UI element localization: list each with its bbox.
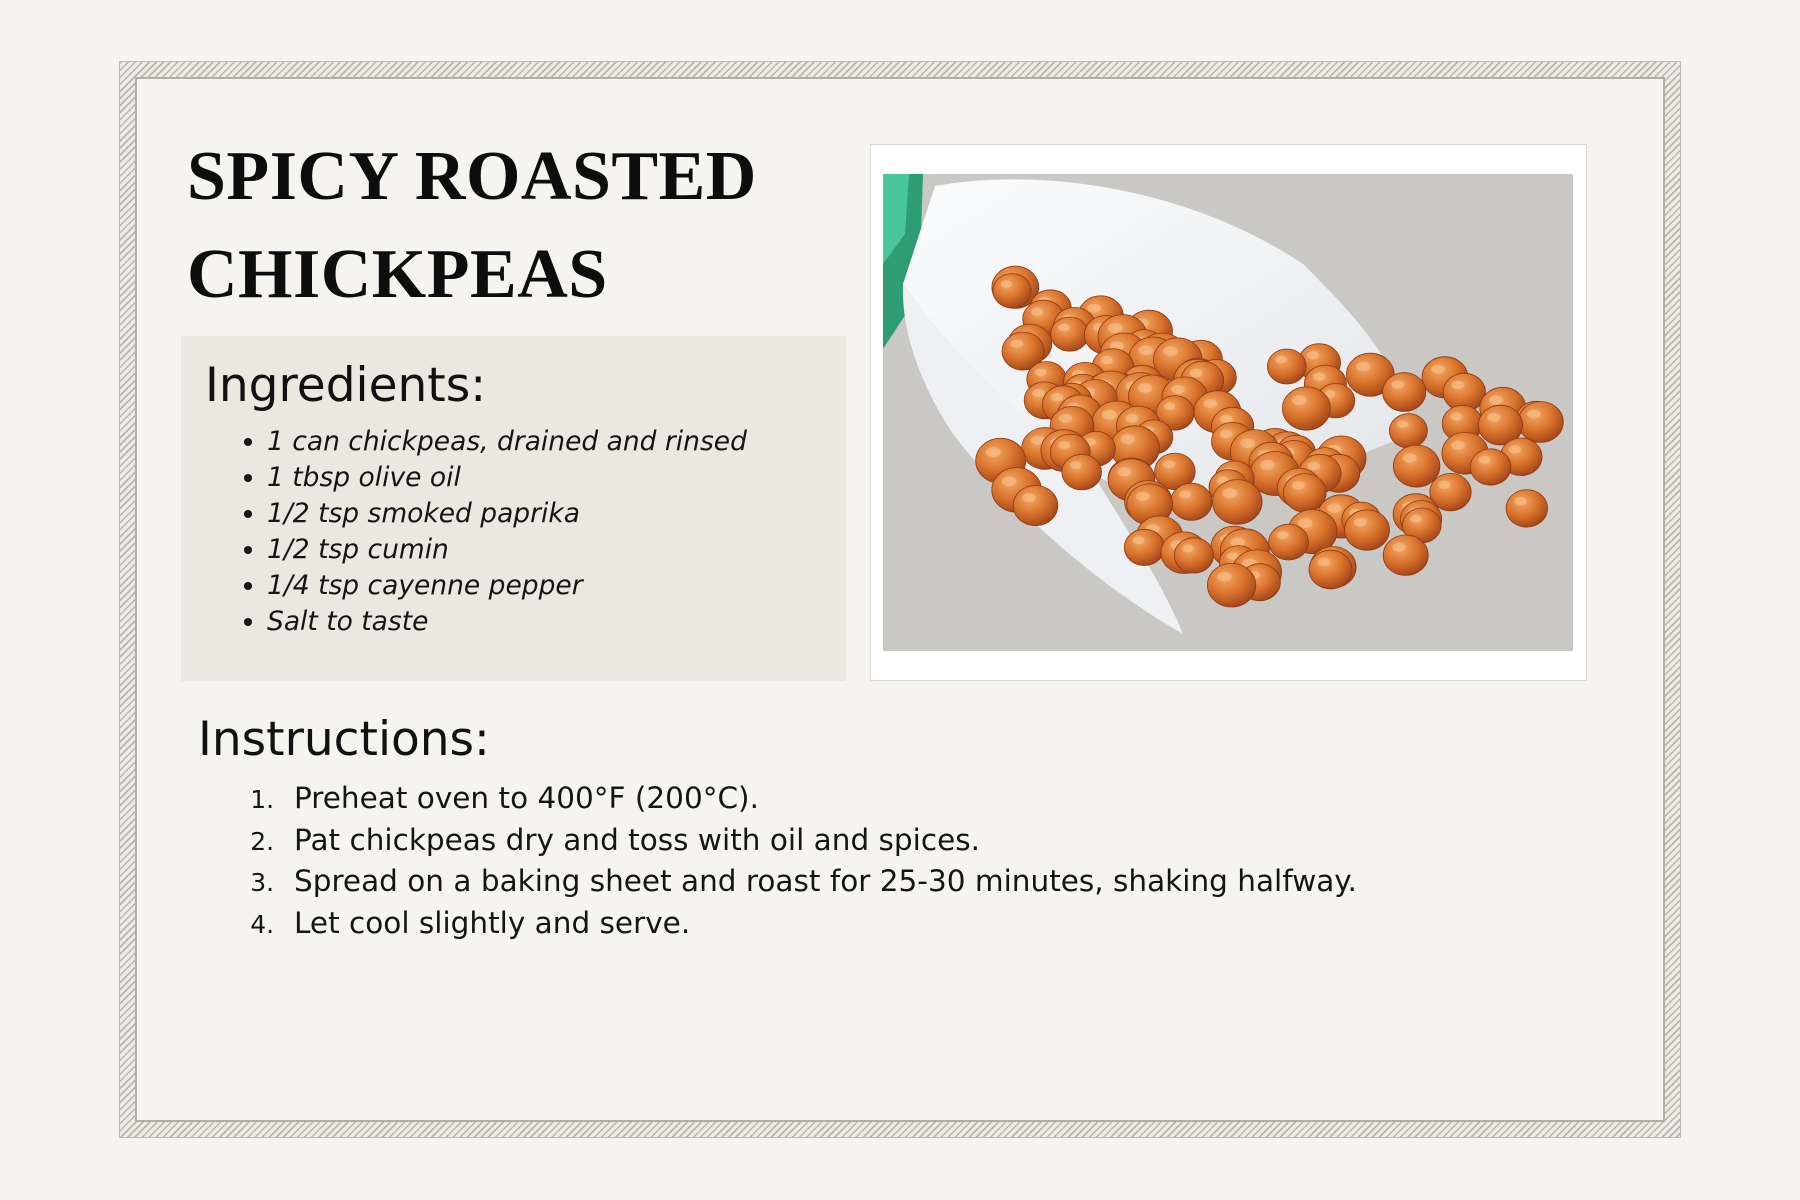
chickpea-highlight [1222, 488, 1237, 498]
chickpea-highlight [986, 447, 1001, 457]
chickpea-highlight [1392, 543, 1405, 552]
chickpea-highlight [1313, 373, 1326, 381]
chickpea-highlight [1179, 491, 1191, 499]
chickpea-highlight [1478, 456, 1490, 464]
chickpea-highlight [1438, 481, 1450, 489]
chickpea-highlight [1059, 414, 1072, 423]
chickpea-highlight [1203, 399, 1217, 408]
chickpea-highlight [1489, 395, 1503, 404]
chickpea-highlight [1102, 410, 1117, 420]
chickpea [1267, 349, 1306, 384]
chickpea-highlight [1217, 572, 1232, 582]
chickpea [1207, 563, 1255, 607]
chickpea-highlight [1138, 383, 1152, 392]
ingredients-heading: Ingredients: [205, 358, 487, 413]
chickpea-highlight [1354, 518, 1367, 527]
chickpea-highlight [1118, 467, 1132, 476]
chickpea [1506, 490, 1548, 527]
chickpea-highlight [1058, 441, 1070, 449]
ingredient-item: • 1/4 tsp cayenne pepper [267, 568, 747, 604]
ingredient-item: • 1/2 tsp smoked paprika [267, 496, 747, 532]
chickpea-highlight [1220, 430, 1233, 438]
photo-illustration [883, 174, 1573, 651]
chickpea-highlight [1298, 518, 1313, 528]
chickpea-highlight [1292, 481, 1305, 490]
ingredient-item: • 1 tbsp olive oil [267, 460, 747, 496]
chickpea [1282, 387, 1330, 430]
chickpea-highlight [1431, 365, 1445, 374]
ingredient-item: • Salt to taste [267, 604, 747, 640]
chickpea-highlight [1182, 545, 1194, 553]
chickpea-highlight [1136, 492, 1150, 501]
chickpea-highlight [1487, 413, 1500, 422]
chickpea [1345, 510, 1390, 550]
chickpea-highlight [1070, 461, 1082, 469]
chickpea-highlight [1101, 356, 1113, 364]
chickpea [1518, 402, 1563, 443]
chickpea-highlight [1164, 402, 1175, 410]
chickpea-highlight [1132, 536, 1144, 544]
chickpea-highlight [1450, 413, 1462, 421]
roasted-chickpeas-photo [883, 174, 1573, 651]
chickpea [1309, 550, 1352, 589]
chickpea-highlight [1002, 476, 1017, 486]
chickpea [1393, 445, 1440, 487]
chickpea-highlight [1451, 441, 1465, 450]
chickpea-highlight [1275, 356, 1287, 364]
chickpea-highlight [1139, 346, 1154, 356]
chickpea-highlight [1032, 389, 1044, 397]
chickpea-highlight [1403, 453, 1417, 462]
chickpea-highlight [1327, 503, 1341, 513]
chickpea-highlight [1240, 438, 1255, 448]
chickpea-highlight [1397, 420, 1408, 428]
chickpea-highlight [1260, 460, 1275, 470]
chickpea [1389, 414, 1427, 448]
chickpea-highlight [1410, 515, 1422, 523]
chickpea-highlight [1514, 497, 1526, 505]
chickpea-highlight [1058, 324, 1069, 332]
chickpea-highlight [1001, 280, 1012, 288]
instructions-list [282, 778, 1357, 944]
photo-frame [870, 144, 1587, 681]
chickpea-highlight [1108, 323, 1123, 333]
recipe-title: SPICY ROASTED CHICKPEAS [187, 138, 757, 313]
ingredient-item: • 1/2 tsp cumin [267, 532, 747, 568]
chickpea-highlight [1163, 346, 1178, 356]
chickpea [1269, 524, 1309, 560]
chickpea-highlight [1527, 410, 1541, 419]
chickpea-highlight [1171, 385, 1185, 394]
chickpea-highlight [1051, 393, 1064, 401]
chickpea [1383, 373, 1426, 412]
chickpea-highlight [1125, 414, 1138, 423]
ingredient-item: • 1 can chickpeas, drained and rinsed [267, 424, 747, 460]
chickpea [1124, 529, 1164, 565]
chickpea-highlight [1509, 445, 1522, 453]
chickpea-highlight [1307, 462, 1320, 470]
instruction-step: 1. Preheat oven to 400°F (200°C). [282, 778, 1357, 820]
chickpea-highlight [1011, 340, 1024, 348]
ingredients-list [267, 424, 747, 640]
chickpea-highlight [1452, 381, 1465, 389]
instruction-step: 3. Spread on a baking sheet and roast for 25-30 minutes, shaking halfway. [282, 861, 1357, 903]
instruction-step: 4. Let cool slightly and serve. [282, 903, 1357, 945]
chickpea-highlight [1307, 351, 1320, 359]
chickpea [1051, 317, 1089, 351]
chickpea-highlight [1022, 493, 1035, 502]
chickpea-highlight [1163, 460, 1175, 468]
chickpea-highlight [1391, 380, 1404, 389]
chickpea [1470, 449, 1511, 485]
chickpea-highlight [1120, 434, 1135, 444]
chickpea-highlight [1277, 531, 1289, 539]
chickpea [1174, 538, 1213, 573]
chickpea [1383, 535, 1428, 575]
chickpea-highlight [1292, 395, 1306, 405]
chickpea-highlight [1087, 304, 1101, 313]
instructions-heading: Instructions: [198, 712, 490, 767]
ingredients-panel [181, 336, 846, 681]
chickpea-highlight [1035, 369, 1047, 377]
chickpea [1213, 480, 1263, 525]
chickpea-highlight [1318, 558, 1331, 567]
chickpea-highlight [1190, 369, 1203, 378]
chickpea-highlight [1031, 308, 1044, 316]
instruction-step: 2. Pat chickpeas dry and toss with oil and spices. [282, 820, 1357, 862]
chickpea [1013, 486, 1058, 526]
chickpea [1062, 454, 1102, 490]
chickpea [1171, 483, 1212, 520]
chickpea-highlight [1356, 362, 1370, 372]
chickpea-highlight [1220, 415, 1233, 423]
chickpea [993, 274, 1031, 308]
